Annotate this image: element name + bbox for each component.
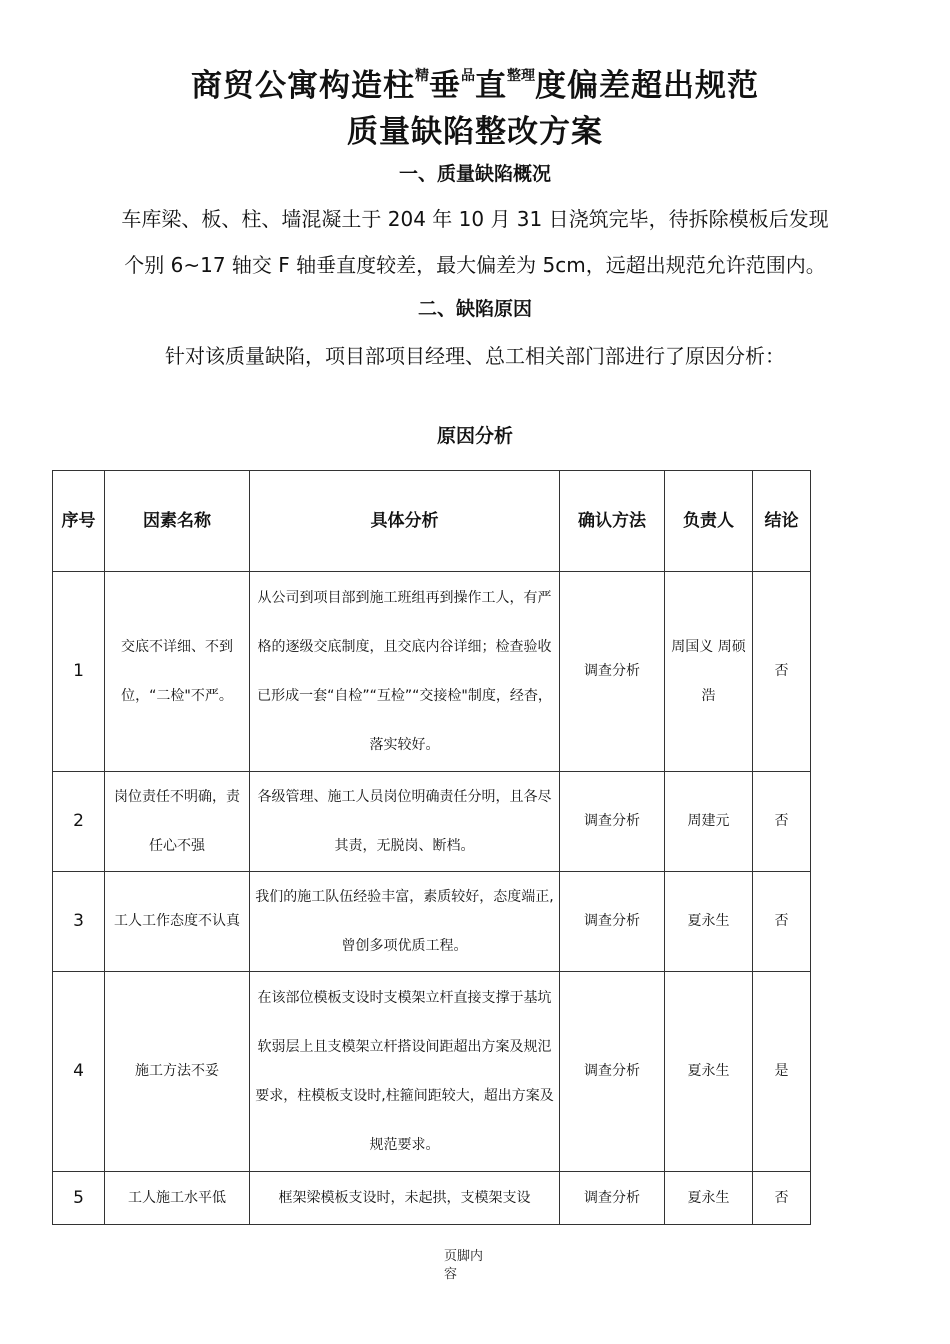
row-conclusion: 否: [753, 572, 811, 772]
table-row: [53, 1172, 811, 1225]
row-analysis: 从公司到项目部到施工班组再到操作工人，有严格的逐级交底制度，且交底内谷详细；检查验收已形成一套“自检”“互检”“交接检"制度，经杳，落实较好。: [250, 572, 560, 772]
title-mark: 整理: [507, 68, 535, 84]
page-footer: 页脚内容: [444, 1249, 484, 1282]
table-header-row: [53, 471, 811, 572]
row-person: 周建元: [665, 772, 753, 872]
title-mark: 品: [461, 68, 475, 84]
header-analysis: 具体分析: [250, 471, 560, 572]
row-conclusion: 是: [753, 972, 811, 1172]
row-person: 夏永生: [665, 872, 753, 972]
row-number: 1: [53, 572, 105, 772]
row-conclusion: 否: [753, 1172, 811, 1225]
row-method: 调查分析: [560, 872, 665, 972]
table-row: [53, 772, 811, 872]
document-title: 商贸公寓构造柱$^精$垂$^品$直$^{整理}$度偏差超出规范: [191, 68, 759, 104]
header-method: 确认方法: [560, 471, 665, 572]
row-method: 调查分析: [560, 972, 665, 1172]
row-factor: 工人施工水平低: [105, 1172, 250, 1225]
row-person: 夏永生: [665, 972, 753, 1172]
table-row: [53, 572, 811, 772]
row-person: 周国义 周硕浩: [665, 572, 753, 772]
cause-analysis-table: [52, 470, 811, 1225]
header-number: 序号: [53, 471, 105, 572]
row-factor: 工人工作态度不认真: [105, 872, 250, 972]
section-heading-causes: 二、缺陷原因: [417, 298, 532, 320]
row-analysis: 我们的施工队伍经验丰富，素质较好，态度端正,曾创多项优质工程。: [250, 872, 560, 972]
row-conclusion: 否: [753, 772, 811, 872]
overview-line-2: 个别 6~17 轴交 F 轴垂直度较差，最大偏差为 5cm，远超出规范允许范围内。: [124, 253, 826, 277]
causes-intro: 针对该质量缺陷，项目部项目经理、总工相关部门部进行了原因分析：: [165, 344, 785, 368]
row-conclusion: 否: [753, 872, 811, 972]
row-number: 3: [53, 872, 105, 972]
section-heading-overview: 一、质量缺陷概况: [398, 163, 551, 185]
table-row: [53, 872, 811, 972]
row-factor: 交底不详细、不到位，“二检"不严。: [105, 572, 250, 772]
table-row: [53, 972, 811, 1172]
header-factor: 因素名称: [105, 471, 250, 572]
document-subtitle: 质量缺陷整改方案: [347, 114, 603, 150]
row-method: 调查分析: [560, 572, 665, 772]
row-factor: 施工方法不妥: [105, 972, 250, 1172]
row-number: 2: [53, 772, 105, 872]
header-conclusion: 结论: [753, 471, 811, 572]
row-method: 调查分析: [560, 772, 665, 872]
header-person: 负责人: [665, 471, 753, 572]
row-method: 调查分析: [560, 1172, 665, 1225]
overview-line-1: 车库梁、板、柱、墙混凝土于 204 年 10 月 31 日浇筑完毕，待拆除模板后发现: [121, 207, 829, 231]
row-analysis: 在该部位模板支设时支模架立杆直接支撑于基坑软弱层上且支模架立杆搭设间距超出方案及规氾要求，柱模板支设时,柱箍间距较大，超出方案及规范要求。: [250, 972, 560, 1172]
table-caption: 原因分析: [436, 425, 513, 447]
row-person: 夏永生: [665, 1172, 753, 1225]
row-analysis: 框架梁模板支设时，未起拱，支模架支设: [250, 1172, 560, 1225]
row-analysis: 各级管理、施工人员岗位明确责任分明，且各尽其责，无脱岗、断档。: [250, 772, 560, 872]
row-number: 4: [53, 972, 105, 1172]
row-factor: 岗位责任不明确，责任心不强: [105, 772, 250, 872]
title-mark: 精: [415, 68, 429, 84]
row-number: 5: [53, 1172, 105, 1225]
